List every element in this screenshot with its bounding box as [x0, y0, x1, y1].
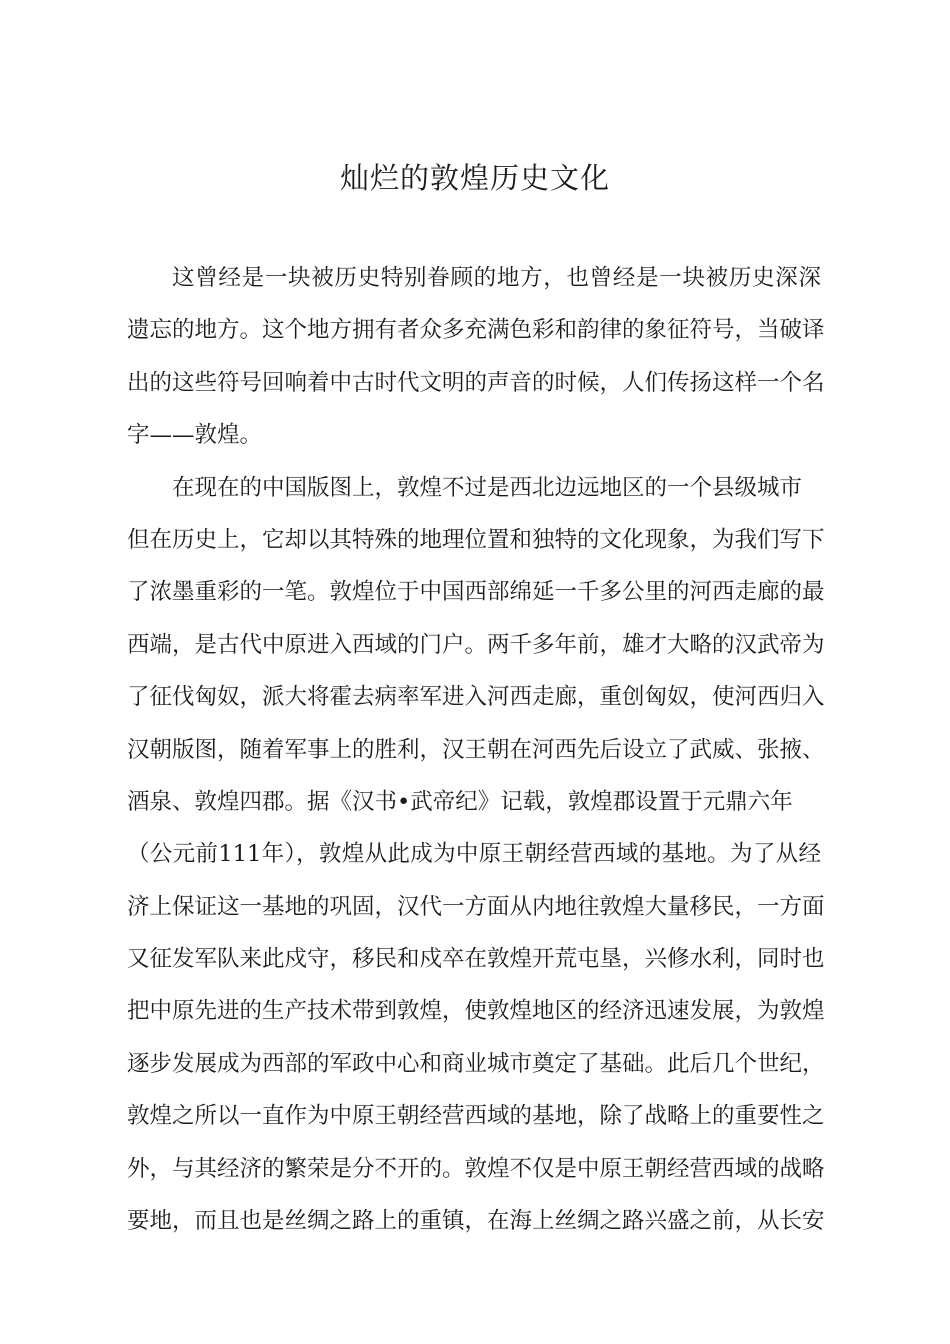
paragraph-line: 要地，而且也是丝绸之路上的重镇，在海上丝绸之路兴盛之前，从长安 [127, 1208, 825, 1235]
paragraph-line: 济上保证这一基地的巩固，汉代一方面从内地往敦煌大量移民，一方面 [127, 893, 825, 920]
paragraph-line: 这曾经是一块被历史特别眷顾的地方，也曾经是一块被历史深深 [172, 265, 821, 291]
paragraph-line: 敦煌之所以一直作为中原王朝经营西域的基地，除了战略上的重要性之 [127, 1103, 825, 1130]
paragraph-line: 逐步发展成为西部的军政中心和商业城市奠定了基础。此后几个世纪， [127, 1050, 825, 1077]
paragraph-line: 外，与其经济的繁荣是分不开的。敦煌不仅是中原王朝经营西域的战略 [127, 1155, 825, 1182]
paragraph-line: 了浓墨重彩的一笔。敦煌位于中国西部绵延一千多公里的河西走廊的最 [127, 579, 825, 606]
paragraph-1 [127, 252, 825, 462]
paragraph-line: 字——敦煌。 [127, 422, 263, 449]
paragraph-line: 出的这些符号回响着中古时代文明的声音的时候，人们传扬这样一个名 [127, 369, 825, 396]
paragraph-line: 西端，是古代中原进入西域的门户。两千多年前，雄才大略的汉武帝为 [127, 631, 825, 658]
paragraph-2 [127, 462, 825, 1248]
paragraph-line: 遗忘的地方。这个地方拥有者众多充满色彩和韵律的象征符号，当破译 [127, 317, 825, 344]
paragraph-line: 了征伐匈奴，派大将霍去病率军进入河西走廊，重创匈奴，使河西归入 [127, 684, 825, 711]
paragraph-line: 在现在的中国版图上，敦煌不过是西北边远地区的一个县级城市 [172, 474, 803, 501]
paragraph-line: 把中原先进的生产技术带到敦煌，使敦煌地区的经济迅速发展，为敦煌 [127, 998, 825, 1025]
paragraph-line: 酒泉、敦煌四郡。据《汉书•武帝纪》记载，敦煌郡设置于元鼎六年 [127, 788, 793, 815]
document-title: 灿烂的敦煌历史文化 [339, 161, 610, 195]
document-body [127, 252, 825, 1247]
paragraph-line: 但在历史上，它却以其特殊的地理位置和独特的文化现象，为我们写下 [127, 526, 825, 553]
paragraph-line: 汉朝版图，随着军事上的胜利，汉王朝在河西先后设立了武威、张掖、 [127, 736, 825, 763]
paragraph-line: （公元前111年），敦煌从此成为中原王朝经营西域的基地。为了从经 [127, 841, 821, 868]
paragraph-line: 又征发军队来此戍守，移民和戍卒在敦煌开荒屯垦，兴修水利，同时也 [127, 946, 825, 973]
